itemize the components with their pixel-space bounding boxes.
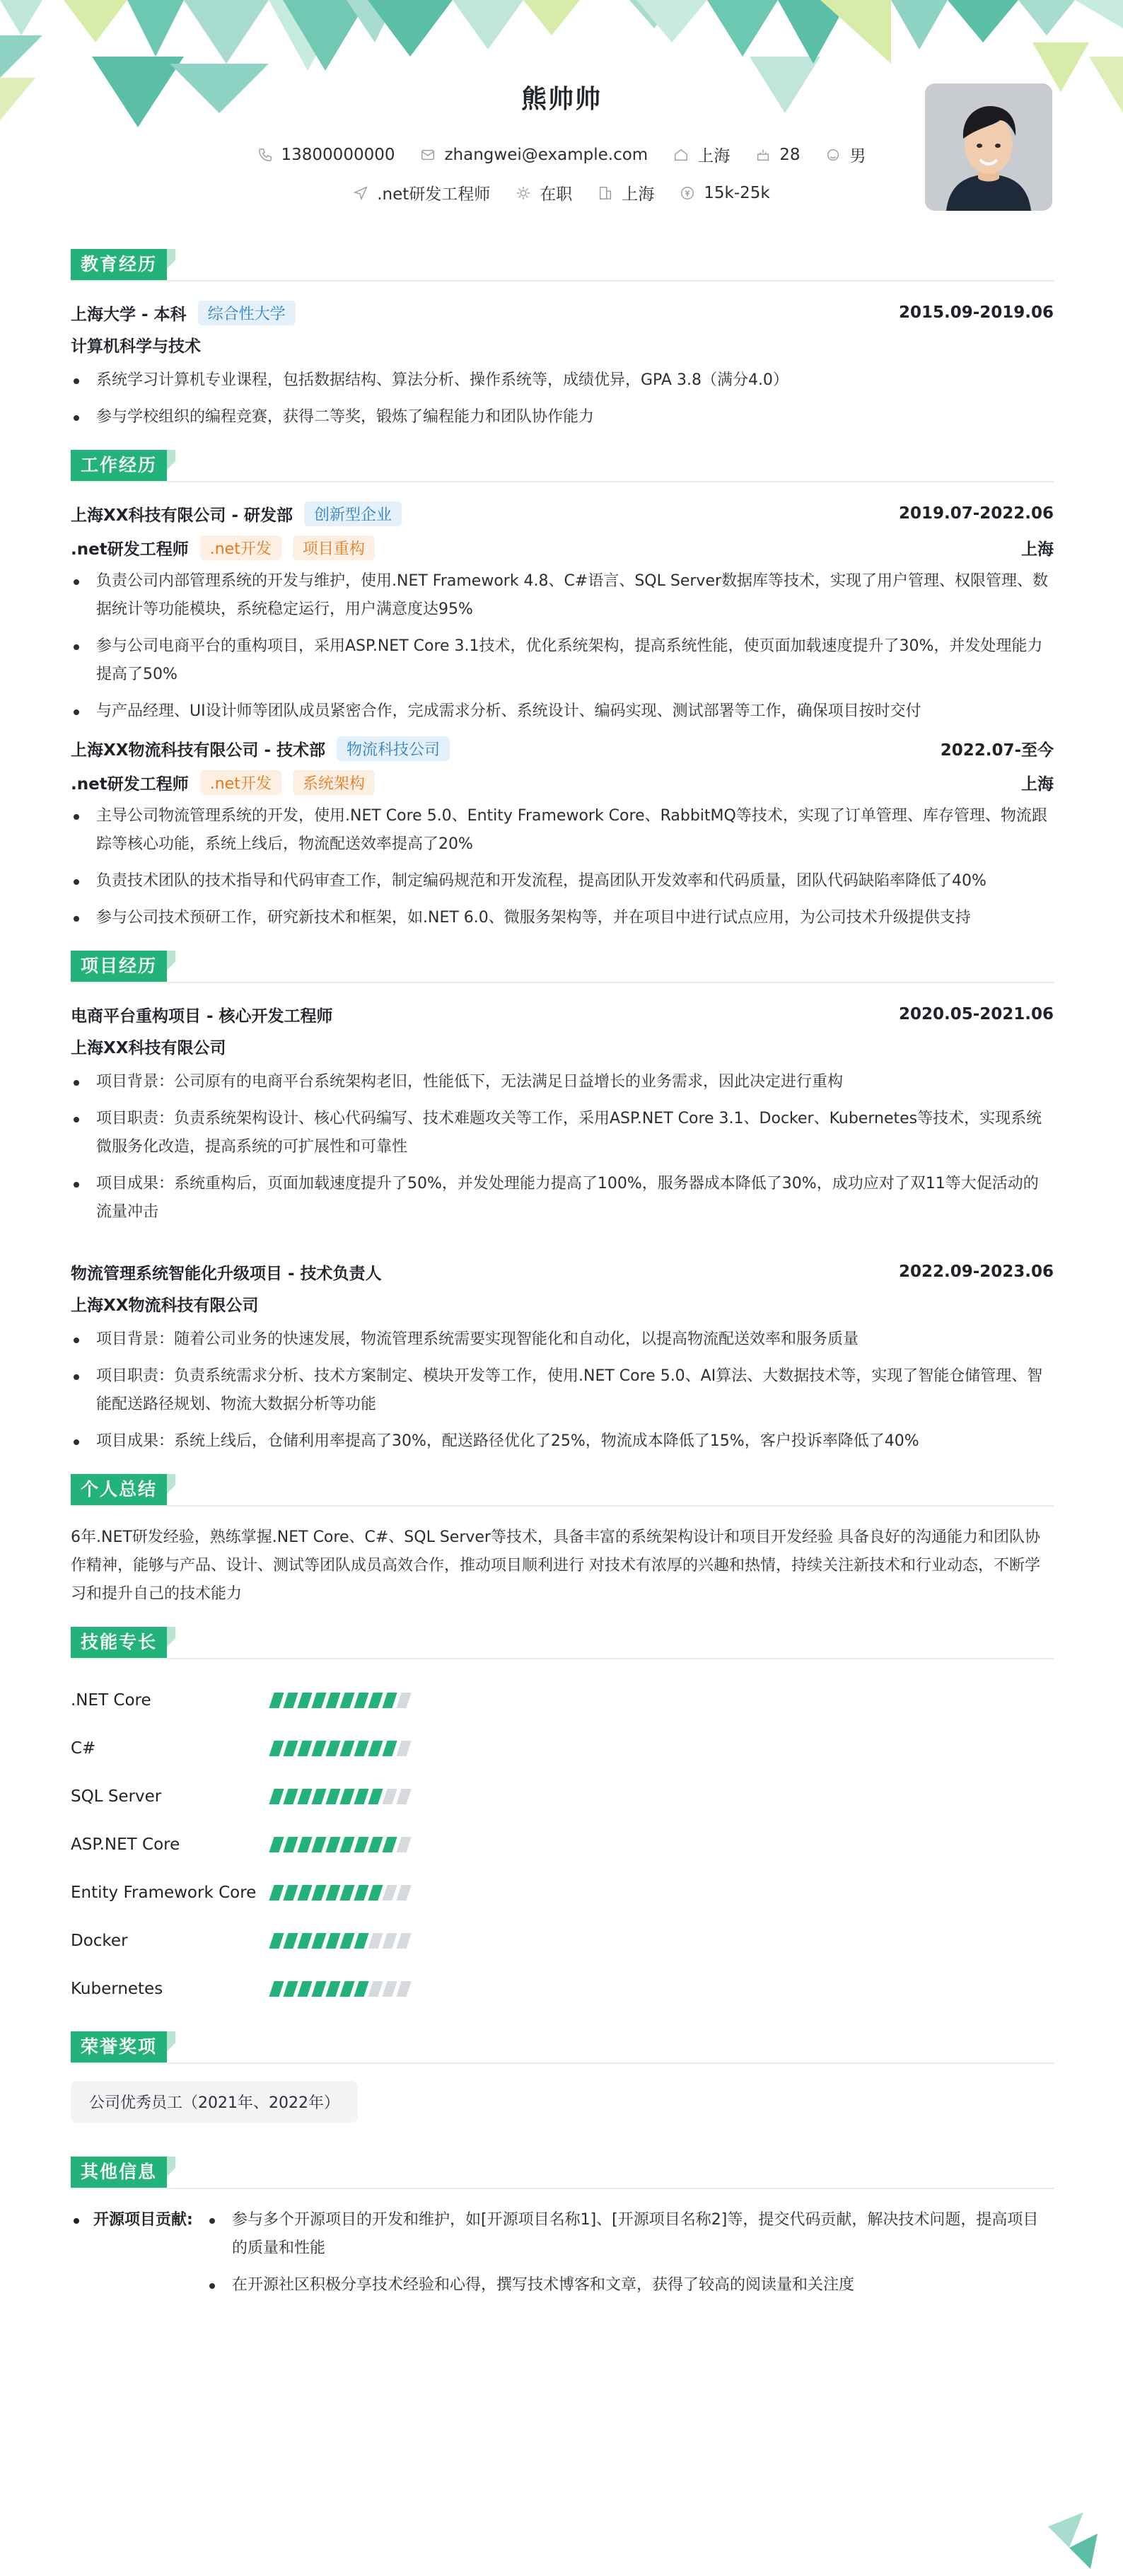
work-header [71, 734, 1054, 762]
skill-level-segment [339, 1885, 354, 1901]
city-item [598, 181, 654, 204]
skill-level-segment [325, 1837, 340, 1852]
work-bullets [71, 567, 1054, 726]
phone-icon [257, 147, 273, 163]
project-company: 上海XX科技有限公司 [71, 1039, 226, 1057]
skill-name: Entity Framework Core [71, 1884, 257, 1902]
avatar-portrait [925, 83, 1052, 211]
send-icon [353, 185, 368, 201]
company-name: 上海XX科技有限公司 - 研发部 [71, 506, 293, 525]
skill-level-segment [368, 1837, 383, 1852]
role: .net研发工程师 [71, 774, 189, 794]
skill-level-segment [325, 1933, 340, 1949]
building-icon [598, 185, 613, 201]
list-item: 项目背景：公司原有的电商平台系统架构老旧，性能低下，无法满足日益增长的业务需求，因此决定进行重构 [71, 1068, 1054, 1096]
education-period: 2015.09-2019.06 [898, 303, 1054, 322]
other-label: 开源项目贡献: [71, 2206, 235, 2308]
list-item: 参与公司技术预研工作，研究新技术和框架，如.NET 6.0、微服务架构等，并在项目中进行试点应用，为公司技术升级提供支持 [71, 904, 1054, 932]
skill-level-segment [339, 1789, 354, 1804]
skill-tag: .net开发 [200, 535, 281, 560]
section-title: 技能专长 [71, 1627, 167, 1658]
list-item: 参与多个开源项目的开发和维护，如[开源项目名称1]、[开源项目名称2]等，提交代码贡献，解决技术问题，提高项目的质量和性能 [206, 2206, 1054, 2263]
award-item: 公司优秀员工（2021年、2022年） [71, 2081, 358, 2123]
project-header [71, 1000, 1054, 1028]
list-item: 项目成果：系统重构后，页面加载速度提升了50%，并发处理能力提高了100%，服务器成本降低了30%，成功应对了双11等大促活动的流量冲击 [71, 1170, 1054, 1226]
list-item: 主导公司物流管理系统的开发，使用.NET Core 5.0、Entity Framework Core、RabbitMQ等技术，实现了订单管理、库存管理、物流跟踪等核心功能，系统上线后，物流配送效率提高了20% [71, 802, 1054, 859]
avatar [925, 83, 1052, 211]
skill-level-segment [325, 1741, 340, 1756]
skill-row [71, 1917, 1054, 1965]
skill-level-segment [382, 1741, 397, 1756]
skill-level-segment [311, 1789, 326, 1804]
list-item: 项目成果：系统上线后，仓储利用率提高了30%，配送路径优化了25%，物流成本降低了15%，客户投诉率降低了40% [71, 1427, 1054, 1456]
skill-level-segment [297, 1693, 312, 1708]
work-bullets [71, 802, 1054, 932]
skill-level-segment [339, 1693, 354, 1708]
location-text: 上海 [697, 147, 731, 166]
skill-level-segment [297, 1837, 312, 1852]
skill-level-segment [283, 1741, 298, 1756]
status-text: 在职 [540, 185, 573, 204]
skill-level-bar [272, 1837, 413, 1852]
money-icon [680, 185, 695, 201]
skill-level-segment [368, 1693, 383, 1708]
skill-level-segment [269, 1837, 284, 1852]
work-period: 2022.07-至今 [940, 741, 1054, 760]
list-item: 在开源社区积极分享技术经验和心得，撰写技术博客和文章，获得了较高的阅读量和关注度 [206, 2271, 1054, 2299]
skill-level-segment [382, 1981, 397, 1997]
section-header [71, 2031, 1054, 2064]
skill-level-segment [354, 1933, 368, 1949]
skill-level-bar [272, 1981, 413, 1997]
location-item [673, 143, 730, 166]
other-section [71, 2157, 1054, 2308]
skill-tag: 系统架构 [293, 770, 375, 795]
skill-level-segment [339, 1837, 354, 1852]
education-section [71, 249, 1054, 431]
school-tag: 综合性大学 [198, 301, 296, 325]
salary-item [680, 184, 769, 202]
job-title-item [353, 181, 490, 204]
skill-level-segment [339, 1981, 354, 1997]
skill-name: C# [71, 1739, 96, 1758]
skill-level-segment [396, 1885, 411, 1901]
skill-level-segment [382, 1933, 397, 1949]
list-item: 项目背景：随着公司业务的快速发展，物流管理系统需要实现智能化和自动化，以提高物流配送效率和服务质量 [71, 1325, 1054, 1354]
skill-level-segment [368, 1981, 383, 1997]
education-bullets [71, 366, 1054, 431]
section-title: 荣誉奖项 [71, 2031, 167, 2062]
skill-level-segment [354, 1741, 368, 1756]
skill-level-segment [283, 1981, 298, 1997]
project-period: 2020.05-2021.06 [898, 1005, 1054, 1023]
section-title: 个人总结 [71, 1474, 167, 1505]
skill-row [71, 1869, 1054, 1917]
section-title: 工作经历 [71, 450, 167, 481]
skill-level-segment [283, 1933, 298, 1949]
role: .net研发工程师 [71, 540, 189, 559]
summary-section [71, 1474, 1054, 1608]
section-header [71, 2157, 1054, 2189]
skill-level-bar [272, 1789, 413, 1804]
project-header [71, 1258, 1054, 1286]
phone-item [257, 146, 395, 164]
section-header [71, 951, 1054, 983]
list-item: 参与公司电商平台的重构项目，采用ASP.NET Core 3.1技术，优化系统架构，提高系统性能，使页面加载速度提升了30%，并发处理能力提高了50% [71, 632, 1054, 689]
skill-level-segment [354, 1981, 368, 1997]
skill-name: .NET Core [71, 1691, 151, 1710]
age-item [755, 146, 800, 164]
list-item: 负责技术团队的技术指导和代码审查工作，制定编码规范和开发流程，提高团队开发效率和代码质量，团队代码缺陷率降低了40% [71, 867, 1054, 895]
list-item: 与产品经理、UI设计师等团队成员紧密合作，完成需求分析、系统设计、编码实现、测试部署等工作，确保项目按时交付 [71, 697, 1054, 726]
corner-decoration [1041, 2512, 1098, 2569]
work-period: 2019.07-2022.06 [898, 504, 1054, 523]
skill-name: ASP.NET Core [71, 1835, 180, 1854]
skill-level-segment [396, 1789, 411, 1804]
skill-level-segment [325, 1981, 340, 1997]
skill-level-segment [311, 1885, 326, 1901]
skill-level-segment [339, 1741, 354, 1756]
skill-level-segment [297, 1933, 312, 1949]
section-title: 其他信息 [71, 2157, 167, 2188]
skill-level-segment [396, 1837, 411, 1852]
awards-section [71, 2031, 1054, 2138]
skill-level-bar [272, 1885, 413, 1901]
other-bullets [206, 2206, 1054, 2308]
skill-name: Kubernetes [71, 1980, 163, 1998]
skill-level-segment [396, 1981, 411, 1997]
skill-level-segment [354, 1693, 368, 1708]
work-location: 上海 [1021, 540, 1054, 559]
company-tag: 物流科技公司 [337, 736, 450, 761]
project-title: 物流管理系统智能化升级项目 - 技术负责人 [71, 1264, 382, 1283]
school-name: 上海大学 - 本科 [71, 305, 187, 324]
skill-level-bar [272, 1933, 413, 1949]
section-header [71, 1627, 1054, 1659]
skill-level-segment [297, 1789, 312, 1804]
skill-level-segment [354, 1789, 368, 1804]
skill-row [71, 1773, 1054, 1821]
skill-level-segment [382, 1885, 397, 1901]
skill-row [71, 1724, 1054, 1773]
mail-icon [420, 147, 436, 163]
skills-section [71, 1627, 1054, 2013]
skill-level-segment [382, 1789, 397, 1804]
skill-level-segment [311, 1981, 326, 1997]
salary-text: 15k-25k [704, 183, 770, 202]
skill-level-segment [382, 1693, 397, 1708]
phone-text: 13800000000 [281, 145, 395, 164]
skill-level-segment [297, 1741, 312, 1756]
age-text: 28 [779, 145, 801, 164]
skill-level-segment [311, 1837, 326, 1852]
skill-level-segment [368, 1885, 383, 1901]
skill-level-segment [269, 1933, 284, 1949]
skill-level-segment [325, 1885, 340, 1901]
work-role-row [71, 768, 1054, 796]
skill-level-segment [311, 1933, 326, 1949]
list-item: 项目职责：负责系统需求分析、技术方案制定、模块开发等工作，使用.NET Core 5.0、AI算法、大数据技术等，实现了智能仓储管理、智能配送路径规划、物流大数据分析等功能 [71, 1362, 1054, 1419]
skill-level-segment [382, 1837, 397, 1852]
company-name: 上海XX物流科技有限公司 - 技术部 [71, 741, 326, 760]
work-header [71, 499, 1054, 528]
project-title: 电商平台重构项目 - 核心开发工程师 [71, 1006, 333, 1026]
email-text: zhangwei@example.com [444, 145, 648, 164]
gender-text: 男 [849, 147, 866, 166]
list-item: 参与学校组织的编程竞赛，获得二等奖，锻炼了编程能力和团队协作能力 [71, 403, 1054, 431]
skill-level-segment [269, 1789, 284, 1804]
skill-level-segment [269, 1741, 284, 1756]
skill-row [71, 1676, 1054, 1724]
gender-item [825, 143, 866, 166]
skill-level-segment [354, 1837, 368, 1852]
work-role-row [71, 533, 1054, 562]
section-header [71, 249, 1054, 282]
skill-level-segment [354, 1885, 368, 1901]
skill-level-segment [297, 1981, 312, 1997]
list-item: 项目职责：负责系统架构设计、核心代码编写、技术难题攻关等工作，采用ASP.NET Core 3.1、Docker、Kubernetes等技术，实现系统微服务化改造，提高系统的可扩展性和可靠性 [71, 1105, 1054, 1161]
job-title-text: .net研发工程师 [377, 185, 491, 204]
skill-name: SQL Server [71, 1787, 162, 1806]
skill-level-segment [396, 1741, 411, 1756]
skill-level-segment [368, 1789, 383, 1804]
gear-icon [516, 185, 531, 201]
major: 计算机科学与技术 [71, 337, 201, 356]
project-bullets [71, 1068, 1054, 1226]
education-header [71, 298, 1054, 327]
skill-tag: .net开发 [200, 770, 281, 795]
resume-content [71, 249, 1054, 2326]
candidate-name: 熊帅帅 [520, 85, 602, 114]
skill-level-segment [325, 1693, 340, 1708]
skill-level-segment [297, 1885, 312, 1901]
skill-level-segment [283, 1837, 298, 1852]
project-bullets [71, 1325, 1054, 1456]
skill-level-segment [311, 1693, 326, 1708]
skill-level-bar [272, 1741, 413, 1756]
project-section [71, 951, 1054, 1456]
work-location: 上海 [1021, 774, 1054, 794]
section-header [71, 450, 1054, 482]
cake-icon [755, 147, 771, 163]
work-section [71, 450, 1054, 932]
company-tag: 创新型企业 [304, 501, 402, 526]
skill-name: Docker [71, 1932, 128, 1950]
skill-level-segment [396, 1693, 411, 1708]
skill-level-segment [283, 1885, 298, 1901]
email-item [420, 146, 648, 164]
skill-tag: 项目重构 [293, 535, 375, 560]
skill-list [71, 1676, 1054, 2013]
section-header [71, 1474, 1054, 1507]
skill-row [71, 1965, 1054, 2013]
skill-level-segment [283, 1789, 298, 1804]
skill-level-segment [283, 1693, 298, 1708]
list-item: 负责公司内部管理系统的开发与维护，使用.NET Framework 4.8、C#语言、SQL Server数据库等技术，实现了用户管理、权限管理、数据统计等功能模块，系统稳定运行，用户满意度达95% [71, 567, 1054, 624]
status-item [516, 181, 572, 204]
project-company: 上海XX物流科技有限公司 [71, 1296, 259, 1315]
skill-level-segment [269, 1693, 284, 1708]
skill-level-segment [325, 1789, 340, 1804]
open-source-block [71, 2206, 1054, 2308]
skill-level-segment [368, 1933, 383, 1949]
section-title: 项目经历 [71, 951, 167, 982]
skill-level-bar [272, 1693, 413, 1708]
home-icon [673, 147, 689, 163]
skill-row [71, 1821, 1054, 1869]
skill-level-segment [269, 1981, 284, 1997]
gender-icon [825, 147, 841, 163]
skill-level-segment [311, 1741, 326, 1756]
summary-text: 6年.NET研发经验，熟练掌握.NET Core、C#、SQL Server等技术，具备丰富的系统架构设计和项目开发经验 具备良好的沟通能力和团队协作精神，能够与产品、设计、测试等团队成员高效合作，推动项目顺利进行 对技术有浓厚的兴趣和热情，持续关注新技术和行业动态，不断学习和提升自己的技术能力 [71, 1528, 1040, 1603]
project-period: 2022.09-2023.06 [898, 1263, 1054, 1281]
skill-level-segment [269, 1885, 284, 1901]
section-title: 教育经历 [71, 249, 167, 280]
list-item: 系统学习计算机专业课程，包括数据结构、算法分析、操作系统等，成绩优异，GPA 3.8（满分4.0） [71, 366, 1054, 395]
city-text: 上海 [622, 185, 655, 204]
skill-level-segment [396, 1933, 411, 1949]
skill-level-segment [368, 1741, 383, 1756]
skill-level-segment [339, 1933, 354, 1949]
